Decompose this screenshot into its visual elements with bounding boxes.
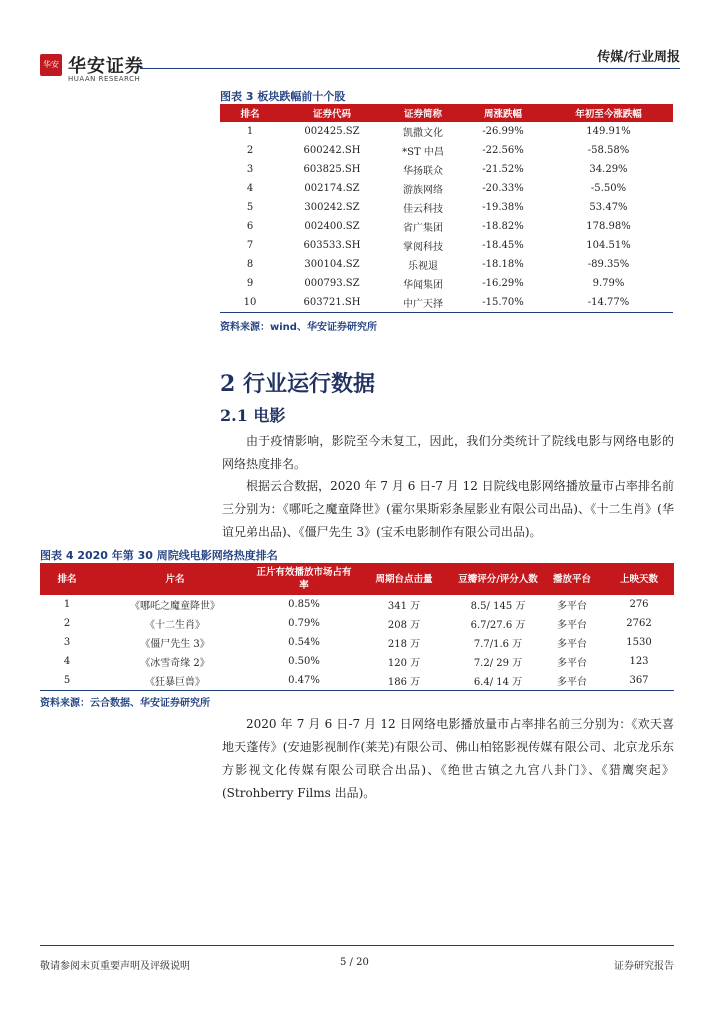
paragraph-2: 根据云合数据，2020 年 7 月 6 日-7 月 12 日院线电影网络播放量市占率排名前三分别为：《哪吒之魔童降世》(霍尔果斯彩条屋影业有限公司出品)、《十二生肖》(华谊兄弟出品)、《僵尸先生 3》(宝禾电影制作有限公司出品)。 — [222, 479, 674, 539]
table-cell: 华扬联众 — [403, 166, 443, 177]
table-cell: 10 — [220, 293, 280, 313]
table-cell: 8.5/ 145 万 — [470, 601, 526, 612]
logo-english: HUAAN RESEARCH — [68, 75, 141, 83]
table-cell: 0.50% — [288, 656, 320, 667]
table-cell: 6.7/27.6 万 — [470, 620, 526, 631]
table-cell: -19.38% — [482, 202, 524, 213]
table-cell: -22.56% — [482, 145, 524, 156]
table4-source: 资料来源：云合数据、华安证券研究所 — [40, 698, 210, 709]
table-cell: 600242.SH — [303, 145, 361, 156]
table-cell: 178.98% — [586, 221, 631, 232]
table3-header-row — [220, 104, 673, 122]
section-title: 2 行业运行数据 — [220, 371, 375, 397]
table-cell: 276 — [629, 599, 649, 610]
table-row — [40, 614, 674, 633]
table4 — [40, 563, 674, 691]
table-cell: 多平台 — [557, 620, 587, 631]
table-cell: 5 — [246, 202, 254, 213]
table-cell: -16.29% — [482, 278, 524, 289]
table-cell: 中广天择 — [384, 293, 462, 313]
table-row — [40, 595, 674, 614]
table-cell: 7 — [246, 240, 254, 251]
table-cell: 《十二生肖》 — [145, 620, 205, 631]
table3-source: 资料来源：wind、华安证券研究所 — [220, 322, 377, 333]
table-row — [220, 255, 673, 274]
logo-name: 华安证券 — [68, 56, 144, 77]
page-header — [40, 44, 680, 84]
table-cell: 华闻集团 — [403, 280, 443, 291]
table-cell: 002400.SZ — [304, 221, 360, 232]
table-cell: *ST 中昌 — [402, 147, 444, 158]
table-cell: -5.50% — [590, 183, 627, 194]
table-cell: 《哪吒之魔童降世》 — [130, 601, 220, 612]
table-cell: 6 — [246, 221, 254, 232]
table-cell: -18.45% — [482, 240, 524, 251]
footer-divider — [40, 945, 674, 946]
table-row — [220, 160, 673, 179]
table-cell: 4 — [63, 656, 71, 667]
table-cell: 凯撒文化 — [403, 128, 443, 139]
table-row — [220, 293, 673, 313]
table-cell: -18.82% — [482, 221, 524, 232]
table4-header: 排名 — [40, 563, 94, 595]
table-cell: 120 万 — [387, 658, 421, 669]
table-row — [40, 652, 674, 671]
table3-header: 周涨跌幅 — [462, 104, 544, 122]
table-cell: 9.79% — [592, 278, 625, 289]
page-number: 5 / 20 — [340, 957, 369, 968]
table-cell: 300242.SZ — [304, 202, 360, 213]
table-row — [220, 141, 673, 160]
footer-report-type: 证券研究报告 — [614, 961, 674, 972]
table-cell: 0.54% — [288, 637, 320, 648]
table-cell: 603721.SH — [280, 293, 384, 313]
table-cell: 149.91% — [586, 126, 631, 137]
table-cell: 300104.SZ — [304, 259, 360, 270]
table4-header: 豆瓣评分/评分人数 — [456, 563, 540, 595]
table-cell: 多平台 — [557, 601, 587, 612]
table-cell: 123 — [629, 656, 649, 667]
table-cell: 3 — [246, 164, 254, 175]
table4-header: 周期台点击量 — [352, 563, 456, 595]
table-cell: 341 万 — [387, 601, 421, 612]
paragraph-3: 2020 年 7 月 6 日-7 月 12 日网络电影播放量市占率排名前三分别为：《欢天喜地天蓬传》(安迪影视制作(莱芜)有限公司、佛山柏铭影视传媒有限公司、北京龙乐东方影视文化传媒有限公司联合出品)、《绝世古镇之九宫八卦门》、《猎鹰突起》(Strohberry Films 出品)。 — [222, 717, 674, 800]
table-row — [220, 274, 673, 293]
table-row — [40, 671, 674, 691]
table-cell: 多平台 — [540, 671, 604, 691]
table-cell: 367 — [604, 671, 674, 691]
table-row — [220, 217, 673, 236]
table-cell: 8 — [246, 259, 254, 270]
table4-header: 片名 — [94, 563, 256, 595]
table-row — [220, 122, 673, 141]
table4-caption: 图表 4 2020 年第 30 周院线电影网络热度排名 — [40, 549, 278, 562]
footer-disclaimer: 敬请参阅末页重要声明及评级说明 — [40, 961, 190, 972]
table-cell: 5 — [40, 671, 94, 691]
logo-mark: 华安 — [40, 54, 62, 76]
table4-header: 播放平台 — [540, 563, 604, 595]
table3 — [220, 104, 673, 313]
table-cell: 《僵尸先生 3》 — [140, 639, 210, 650]
table-cell: 多平台 — [557, 639, 587, 650]
table-cell: 佳云科技 — [403, 204, 443, 215]
table-cell: -58.58% — [587, 145, 630, 156]
table3-header: 排名 — [220, 104, 280, 122]
table-cell: 208 万 — [387, 620, 421, 631]
table-row — [220, 198, 673, 217]
table-cell: 乐视退 — [408, 261, 438, 272]
table-cell: 2 — [63, 618, 71, 629]
table-cell: 2 — [246, 145, 254, 156]
table-cell: -26.99% — [482, 126, 524, 137]
table-row — [40, 633, 674, 652]
table-cell: 7.7/1.6 万 — [473, 639, 523, 650]
table3-header: 证券简称 — [384, 104, 462, 122]
table-cell: 603533.SH — [303, 240, 361, 251]
table-cell: 218 万 — [387, 639, 421, 650]
table4-header: 上映天数 — [604, 563, 674, 595]
company-logo — [40, 54, 180, 90]
paragraph-1: 由于疫情影响，影院至今未复工，因此，我们分类统计了院线电影与网络电影的网络热度排名。 — [222, 434, 674, 471]
subsection-title: 2.1 电影 — [220, 406, 286, 425]
table-cell: -15.70% — [462, 293, 544, 313]
table-cell: 002425.SZ — [304, 126, 360, 137]
table-cell: 53.47% — [589, 202, 628, 213]
table4-header-row — [40, 563, 674, 595]
table-cell: 186 万 — [352, 671, 456, 691]
header-divider — [140, 68, 680, 69]
table3-header: 年初至今涨跌幅 — [544, 104, 673, 122]
table-row — [220, 236, 673, 255]
table-cell: 0.47% — [256, 671, 352, 691]
table-cell: 1 — [246, 126, 254, 137]
table-cell: -21.52% — [482, 164, 524, 175]
table-cell: 34.29% — [589, 164, 628, 175]
table-cell: 1530 — [626, 637, 652, 648]
table-cell: 9 — [246, 278, 254, 289]
table-cell: 603825.SH — [303, 164, 361, 175]
table-cell: 0.79% — [288, 618, 320, 629]
table-cell: 《狂暴巨兽》 — [94, 671, 256, 691]
table-cell: 104.51% — [586, 240, 631, 251]
table-cell: 4 — [246, 183, 254, 194]
table-cell: 省广集团 — [403, 223, 443, 234]
table-cell: 2762 — [626, 618, 652, 629]
table-cell: 6.4/ 14 万 — [456, 671, 540, 691]
report-category: 传媒/行业周报 — [597, 50, 680, 65]
table-cell: 掌阅科技 — [403, 242, 443, 253]
table-cell: 7.2/ 29 万 — [473, 658, 523, 669]
table3-caption: 图表 3 板块跌幅前十个股 — [220, 90, 346, 103]
table-cell: 000793.SZ — [304, 278, 360, 289]
table-cell: 002174.SZ — [304, 183, 360, 194]
table4-header: 正片有效播放市场占有率 — [256, 563, 352, 595]
table-cell: 3 — [63, 637, 71, 648]
table-cell: -18.18% — [482, 259, 524, 270]
table-cell: 游族网络 — [403, 185, 443, 196]
table3-header: 证券代码 — [280, 104, 384, 122]
table-cell: 1 — [63, 599, 71, 610]
table-cell: -14.77% — [544, 293, 673, 313]
table-cell: -20.33% — [482, 183, 524, 194]
table-cell: 多平台 — [557, 658, 587, 669]
table-cell: 0.85% — [288, 599, 320, 610]
table-row — [220, 179, 673, 198]
table-cell: 《冰雪奇缘 2》 — [140, 658, 210, 669]
table-cell: -89.35% — [587, 259, 630, 270]
